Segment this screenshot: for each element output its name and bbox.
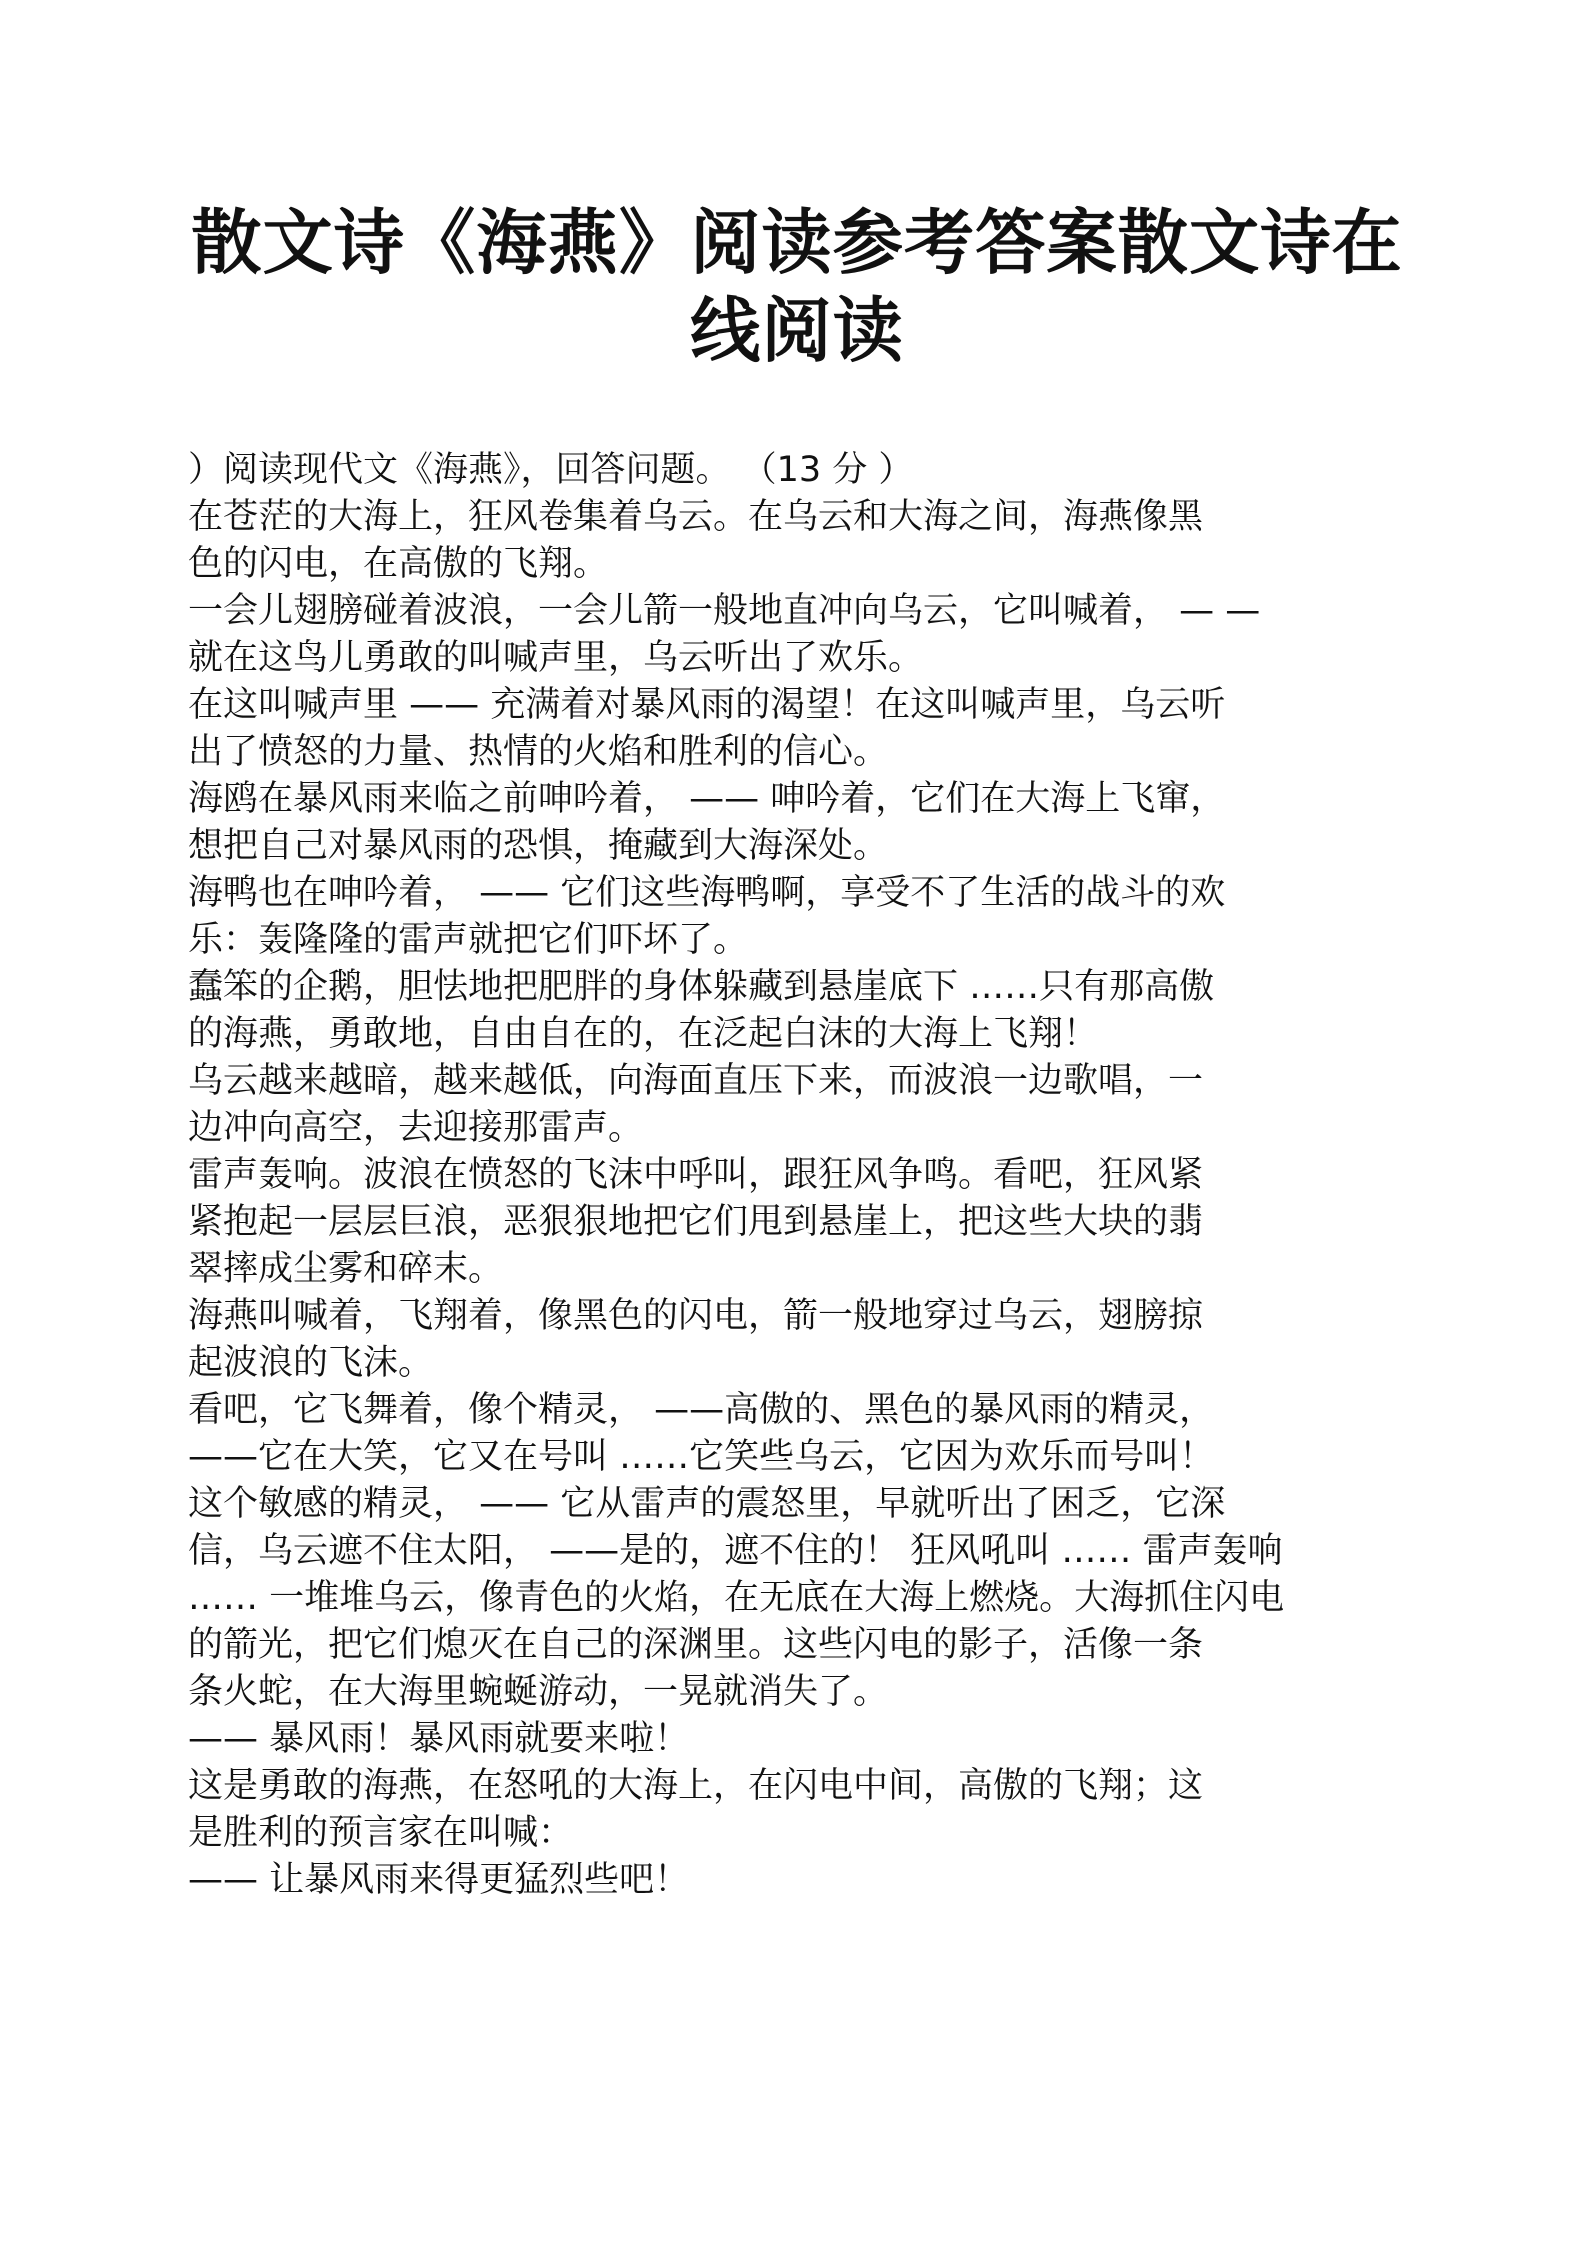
- body-line-12: 蠢笨的企鹅，胆怯地把肥胖的身体躲藏到悬崖底下 ……只有那高傲: [188, 967, 1215, 1007]
- body-line-7: 出了愤怒的力量、热情的火焰和胜利的信心。: [188, 732, 889, 772]
- body-line-17: 紧抱起一层层巨浪，恶狠狠地把它们甩到悬崖上，把这些大块的翡: [188, 1202, 1204, 1242]
- body-line-28: —— 暴风雨！暴风雨就要来啦！: [188, 1719, 690, 1759]
- body-line-29: 这是勇敢的海燕，在怒吼的大海上，在闪电中间，高傲的飞翔；这: [188, 1766, 1204, 1806]
- body-line-26: 的箭光，把它们熄灭在自己的深渊里。这些闪电的影子，活像一条: [188, 1625, 1204, 1665]
- body-line-8: 海鸥在暴风雨来临之前呻吟着， —— 呻吟着，它们在大海上飞窜，: [188, 779, 1226, 819]
- body-line-5: 就在这鸟儿勇敢的叫喊声里，乌云听出了欢乐。: [188, 638, 924, 678]
- body-line-3: 色的闪电，在高傲的飞翔。: [188, 544, 609, 584]
- body-line-23: 这个敏感的精灵， —— 它从雷声的震怒里，早就听出了困乏，它深: [188, 1484, 1226, 1524]
- body-line-25: …… 一堆堆乌云，像青色的火焰，在无底在大海上燃烧。大海抓住闪电: [188, 1578, 1285, 1618]
- body-line-14: 乌云越来越暗，越来越低，向海面直压下来，而波浪一边歌唱，一: [188, 1061, 1204, 1101]
- body-line-4: 一会儿翅膀碰着波浪，一会儿箭一般地直冲向乌云，它叫喊着， — —: [188, 591, 1261, 631]
- body-line-24: 信，乌云遮不住太阳， ——是的，遮不住的！ 狂风吼叫 …… 雷声轰响: [188, 1531, 1283, 1571]
- body-line-1: ）阅读现代文《海燕》，回答问题。 （13 分 ）: [188, 450, 914, 490]
- body-line-15: 边冲向高空，去迎接那雷声。: [188, 1108, 644, 1148]
- body-line-16: 雷声轰响。波浪在愤怒的飞沫中呼叫，跟狂风争鸣。看吧，狂风紧: [188, 1155, 1204, 1195]
- body-line-20: 起波浪的飞沫。: [188, 1343, 434, 1383]
- body-line-18: 翠摔成尘雾和碎末。: [188, 1249, 504, 1289]
- body-line-21: 看吧，它飞舞着，像个精灵， ——高傲的、黑色的暴风雨的精灵，: [188, 1390, 1215, 1430]
- body-line-30: 是胜利的预言家在叫喊：: [188, 1813, 574, 1853]
- body-line-2: 在苍茫的大海上，狂风卷集着乌云。在乌云和大海之间，海燕像黑: [188, 497, 1204, 537]
- body-line-19: 海燕叫喊着，飞翔着，像黑色的闪电，箭一般地穿过乌云，翅膀掠: [188, 1296, 1204, 1336]
- body-line-6: 在这叫喊声里 —— 充满着对暴风雨的渴望！在这叫喊声里，乌云听: [188, 685, 1226, 725]
- document-title-line-2: 线阅读: [690, 290, 904, 372]
- body-line-10: 海鸭也在呻吟着， —— 它们这些海鸭啊，享受不了生活的战斗的欢: [188, 873, 1226, 913]
- body-line-31: —— 让暴风雨来得更猛烈些吧！: [188, 1860, 690, 1900]
- document-title-line-1: 散文诗《海燕》阅读参考答案散文诗在: [191, 202, 1403, 284]
- body-line-13: 的海燕，勇敢地，自由自在的，在泛起白沫的大海上飞翔！: [188, 1014, 1099, 1054]
- body-line-11: 乐：轰隆隆的雷声就把它们吓坏了。: [188, 920, 749, 960]
- body-line-22: ——它在大笑，它又在号叫 ……它笑些乌云，它因为欢乐而号叫！: [188, 1437, 1215, 1477]
- body-line-27: 条火蛇，在大海里蜿蜒游动，一晃就消失了。: [188, 1672, 889, 1712]
- body-line-9: 想把自己对暴风雨的恐惧，掩藏到大海深处。: [188, 826, 889, 866]
